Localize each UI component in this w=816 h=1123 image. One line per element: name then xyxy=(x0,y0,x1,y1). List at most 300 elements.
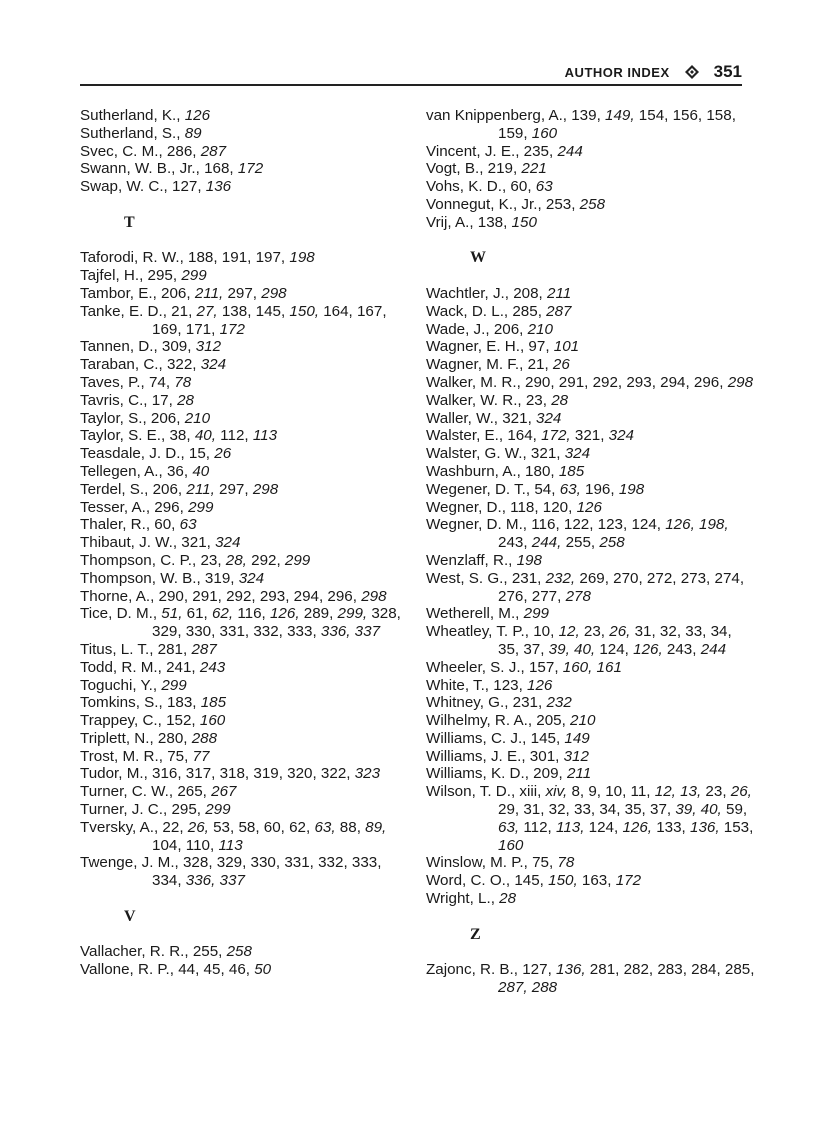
page-ref: 328, 329, 330, 331, 332, 333, 334, xyxy=(152,854,382,890)
index-entry xyxy=(80,125,410,143)
index-entry xyxy=(80,410,410,428)
page-ref: 183, xyxy=(166,694,201,712)
page-ref: 127, xyxy=(522,961,557,979)
author-name: Thorne, A., xyxy=(80,587,159,605)
page-ref-italic: 28 xyxy=(551,391,569,409)
page-ref-italic: 298 xyxy=(361,587,387,605)
author-name: Taves, P., xyxy=(80,373,149,391)
page-ref: 301, xyxy=(529,747,564,765)
page-ref-italic: 149 xyxy=(564,729,590,747)
index-entry xyxy=(80,801,410,819)
page-ref-italic: 287 xyxy=(200,142,227,160)
author-name: Taylor, S., xyxy=(80,409,151,427)
page-ref: 116, xyxy=(233,605,270,623)
page-ref-italic: 160 xyxy=(199,712,226,730)
page-ref-italic: 160 xyxy=(531,124,558,142)
page-ref: 280, xyxy=(157,729,192,747)
page-ref: 290, 291, 292, 293, 294, 296, xyxy=(158,587,362,605)
index-entry xyxy=(426,427,756,445)
author-name: Tellegen, A., xyxy=(80,462,167,480)
author-name: Twenge, J. M., xyxy=(80,854,183,872)
page-ref: 138, xyxy=(477,213,512,231)
page-ref: 153, xyxy=(719,818,754,836)
page-ref: 231, xyxy=(511,569,546,587)
page-ref-italic: 210 xyxy=(184,409,211,427)
page-ref-italic: 211, xyxy=(186,480,215,498)
page-ref-italic: 62, xyxy=(211,605,234,623)
index-entry xyxy=(80,285,410,303)
page-ref-italic: 299 xyxy=(181,267,207,285)
page-ref: 321, xyxy=(502,409,537,427)
author-name: Vallacher, R. R., xyxy=(80,943,193,961)
index-entry xyxy=(80,374,410,392)
index-entry xyxy=(80,605,410,641)
page-ref: 123, xyxy=(493,676,528,694)
header-rule xyxy=(80,84,742,86)
author-name: Swap, W. C., xyxy=(80,178,172,196)
page-ref-italic: 113 xyxy=(252,427,278,445)
author-name: Walster, G. W., xyxy=(426,445,531,463)
page-ref: 133, xyxy=(652,818,690,836)
author-name: Washburn, A., xyxy=(426,462,526,480)
page-ref: 322, xyxy=(166,356,201,374)
index-entry xyxy=(426,872,756,890)
page-ref: 281, xyxy=(157,640,192,658)
index-entry xyxy=(426,659,756,677)
page-ref: 319, xyxy=(204,569,239,587)
page-ref: 127, xyxy=(172,178,206,196)
page-ref-italic: 26, xyxy=(187,818,209,836)
page-ref-italic: 78 xyxy=(174,373,192,391)
page-ref: 60, xyxy=(510,178,536,196)
header-title: AUTHOR INDEX xyxy=(564,64,670,80)
author-name: Vallone, R. P., xyxy=(80,961,179,979)
page-ref: 206, xyxy=(493,320,528,338)
page-ref-italic: 198 xyxy=(516,551,542,569)
author-name: Svec, C. M., xyxy=(80,142,167,160)
author-name: Sutherland, K., xyxy=(80,107,185,124)
page-ref-italic: 160, 161 xyxy=(562,658,622,676)
author-name: Taraban, C., xyxy=(80,356,167,374)
page-ref: 286, xyxy=(166,142,201,160)
page-ref-italic: 136 xyxy=(205,178,232,196)
index-entry xyxy=(80,677,410,695)
page-ref-italic: 324 xyxy=(215,534,241,552)
author-name: Turner, J. C., xyxy=(80,801,172,819)
page-ref: 321, xyxy=(530,445,565,463)
page-ref-italic: 39, 40, xyxy=(675,801,722,819)
page-ref: 116, 122, 123, 124, xyxy=(531,516,666,534)
page-ref-italic: 63, xyxy=(314,818,336,836)
page-ref: 231, xyxy=(512,694,547,712)
page-ref-italic: 232 xyxy=(546,694,572,712)
index-entry xyxy=(80,107,410,125)
page-ref: 10, xyxy=(533,623,559,641)
index-entry xyxy=(426,730,756,748)
page-ref: 31, 32, 33, 34, 35, 37, xyxy=(498,623,732,658)
page-ref: 196, xyxy=(580,480,619,498)
author-name: Walker, W. R., xyxy=(426,391,526,409)
author-name: Todd, R. M., xyxy=(80,658,167,676)
page-ref-italic: 211 xyxy=(547,284,572,302)
index-entry xyxy=(80,552,410,570)
author-name: Wilson, T. D., xyxy=(426,783,520,801)
page-ref-italic: 150, xyxy=(289,302,319,320)
index-entry xyxy=(426,303,756,321)
author-name: Waller, W., xyxy=(426,409,503,427)
author-name: Wright, L., xyxy=(426,890,500,908)
author-name: Wegner, D. M., xyxy=(426,516,532,534)
page-ref-italic: 211, xyxy=(194,284,224,302)
page-ref: 206, xyxy=(152,480,187,498)
index-entry xyxy=(426,214,756,232)
author-name: Tannen, D., xyxy=(80,338,162,356)
page-ref: 15, xyxy=(188,445,215,463)
section-letter: T xyxy=(124,213,135,231)
page-ref-italic: 288 xyxy=(191,729,218,747)
page-ref-italic: 287, 288 xyxy=(498,979,558,997)
page-ref: 206, xyxy=(150,409,185,427)
index-entry xyxy=(426,374,756,392)
index-entry xyxy=(80,143,410,161)
page-ref-italic: 150, xyxy=(548,872,578,890)
author-name: Winslow, M. P., xyxy=(426,854,533,872)
index-entry xyxy=(426,196,756,214)
page-ref-italic: 28, xyxy=(225,551,247,569)
page-ref-italic: 232, xyxy=(545,569,576,587)
author-name: Whitney, G., xyxy=(426,694,513,712)
page-ref-italic: 26, xyxy=(609,623,631,641)
index-entry xyxy=(80,356,410,374)
author-name: Tversky, A., xyxy=(80,818,163,836)
author-name: Wagner, E. H., xyxy=(426,338,529,356)
author-name: Thaler, R., xyxy=(80,516,155,534)
page-ref-italic: 324 xyxy=(536,409,562,427)
page-ref-italic: 78 xyxy=(557,854,575,872)
page-ref: 154, 156, 158, 159, xyxy=(498,107,736,142)
page-ref: 269, 270, 272, 273, 274, 276, 277, xyxy=(498,569,745,605)
page-ref: 23, xyxy=(701,783,731,801)
index-entry xyxy=(426,570,756,606)
index-entry xyxy=(426,107,756,143)
page-ref-italic: 26 xyxy=(552,356,570,374)
page-ref: 281, 282, 283, 284, 285, xyxy=(585,961,755,979)
index-entry xyxy=(80,712,410,730)
index-column-left xyxy=(80,107,410,979)
page-ref: 255, xyxy=(561,534,600,552)
page-ref-italic: 172 xyxy=(615,872,642,890)
page-ref-italic: 40, xyxy=(194,427,216,445)
author-name: Wade, J., xyxy=(426,320,494,338)
author-name: Wheatley, T. P., xyxy=(426,623,534,641)
page-ref-italic: 244 xyxy=(700,640,727,658)
page-ref: 328, 329, 330, 331, 332, 333, xyxy=(152,605,401,641)
page-ref: 164, xyxy=(507,427,542,445)
index-entry xyxy=(80,392,410,410)
page-ref-italic: 324 xyxy=(200,356,227,374)
author-name: Tavris, C., xyxy=(80,391,152,409)
author-name: White, T., xyxy=(426,676,494,694)
page-ref: 163, xyxy=(577,872,616,890)
page-ref: 88, xyxy=(335,818,366,836)
page-ref-italic: 77 xyxy=(192,747,210,765)
page-ref: 75, xyxy=(532,854,558,872)
author-name: Walster, E., xyxy=(426,427,508,445)
index-entry xyxy=(426,481,756,499)
author-name: Wheeler, S. J., xyxy=(426,658,529,676)
page-ref: 152, xyxy=(166,712,200,730)
index-entry xyxy=(80,178,410,196)
index-entry xyxy=(426,552,756,570)
page-ref: 23, xyxy=(200,551,226,569)
page-ref-italic: 172, xyxy=(541,427,571,445)
page-ref-italic: 287 xyxy=(191,640,217,658)
author-name: Toguchi, Y., xyxy=(80,676,162,694)
page-ref: 292, xyxy=(246,551,285,569)
author-name: Tanke, E. D., xyxy=(80,302,172,320)
page-ref: 295, xyxy=(147,267,182,285)
page-ref-italic: 12, 13, xyxy=(654,783,702,801)
author-name: Williams, C. J., xyxy=(426,729,531,747)
page-ref-italic: 63 xyxy=(179,516,197,534)
section-letter: Z xyxy=(470,925,481,943)
page-ref: 104, 110, xyxy=(152,836,219,854)
page-ref-italic: 160 xyxy=(498,836,524,854)
author-name: Tudor, M., xyxy=(80,765,153,783)
page-ref-italic: 278 xyxy=(565,587,591,605)
page-ref: 23, xyxy=(579,623,610,641)
page-ref: 265, xyxy=(177,783,212,801)
author-name: Swann, W. B., Jr., xyxy=(80,160,205,178)
page-ref: 53, 58, 60, 62, xyxy=(208,818,315,836)
page-ref: 145, xyxy=(514,872,549,890)
index-entry xyxy=(80,961,410,979)
page-ref: 8, 9, 10, 11, xyxy=(567,783,655,801)
author-name: Thompson, W. B., xyxy=(80,569,205,587)
page-ref: 290, 291, 292, 293, 294, 296, xyxy=(525,373,728,391)
page-ref: 297, xyxy=(214,480,253,498)
page-ref: 296, xyxy=(154,498,189,516)
author-name: Trappey, C., xyxy=(80,712,167,730)
index-entry xyxy=(426,338,756,356)
page-ref-italic: 172 xyxy=(237,160,264,178)
page-ref-italic: 63 xyxy=(535,178,553,196)
page-ref: 60, xyxy=(154,516,180,534)
author-name: Walker, M. R., xyxy=(426,373,526,391)
author-name: Taylor, S. E., xyxy=(80,427,170,445)
page-ref-italic: 39, 40, xyxy=(548,640,596,658)
page-ref-italic: xiv, xyxy=(545,783,568,801)
page-ref-italic: 101 xyxy=(553,338,580,356)
page-ref-italic: 258 xyxy=(579,195,606,213)
page-ref-italic: 336, 337 xyxy=(320,623,381,641)
page-ref: 309, xyxy=(161,338,196,356)
section-letter: V xyxy=(124,907,136,925)
index-entry xyxy=(80,160,410,178)
index-entry xyxy=(80,694,410,712)
index-entry xyxy=(426,356,756,374)
page-ref-italic: 210 xyxy=(570,712,596,730)
index-entry xyxy=(426,765,756,783)
index-entry xyxy=(80,516,410,534)
page-ref-italic: 126 xyxy=(527,676,553,694)
page-ref-italic: 126, xyxy=(633,640,663,658)
page-ref: 138, 145, xyxy=(217,302,290,320)
page-ref: 295, xyxy=(171,801,206,819)
page-ref: 297, xyxy=(223,284,262,302)
page-ref-italic: 89, xyxy=(365,818,387,836)
page-ref-italic: 267 xyxy=(211,783,237,801)
index-entry xyxy=(426,178,756,196)
index-entry xyxy=(426,392,756,410)
page-ref: 316, 317, 318, 319, 320, 322, xyxy=(152,765,355,783)
index-entry xyxy=(80,499,410,517)
page-ref: 180, xyxy=(525,462,559,480)
page-ref: 29, 31, 32, 33, 34, 35, 37, xyxy=(498,801,676,819)
page-ref-italic: 298 xyxy=(727,373,754,391)
index-entry xyxy=(426,783,756,854)
author-name: Vohs, K. D., xyxy=(426,178,511,196)
page-ref-italic: 89 xyxy=(184,124,202,142)
page-ref-italic: 63, xyxy=(498,818,520,836)
page-ref-italic: 63, xyxy=(559,480,581,498)
page-ref-italic: 299 xyxy=(205,801,231,819)
index-entry xyxy=(426,712,756,730)
index-entry xyxy=(80,249,410,267)
page-ref-italic: 298 xyxy=(261,284,287,302)
author-name: Wagner, M. F., xyxy=(426,356,528,374)
author-name: Vonnegut, K., Jr., xyxy=(426,195,546,213)
index-entry xyxy=(80,463,410,481)
page-ref: 255, xyxy=(192,943,227,961)
index-entry xyxy=(80,303,410,339)
author-name: Williams, K. D., xyxy=(426,765,534,783)
author-name: Thompson, C. P., xyxy=(80,551,201,569)
page-ref-italic: 244, xyxy=(531,534,562,552)
page-ref-italic: 126 xyxy=(576,498,602,516)
page-ref-italic: 244 xyxy=(557,142,583,160)
page-ref-italic: 126, xyxy=(622,818,652,836)
index-entry xyxy=(426,890,756,908)
page-ref: 321, xyxy=(181,534,216,552)
page-ref-italic: 299, xyxy=(337,605,368,623)
author-name: Wachtler, J., xyxy=(426,284,514,302)
author-name: Tice, D. M., xyxy=(80,605,162,623)
index-entry xyxy=(426,854,756,872)
page-ref: 124, xyxy=(595,640,634,658)
author-name: Tambor, E., xyxy=(80,284,162,302)
page-ref: 321, xyxy=(570,427,609,445)
page-ref: 61, xyxy=(182,605,212,623)
index-entry xyxy=(80,943,410,961)
page-ref: 209, xyxy=(533,765,567,783)
page-ref-italic: 287 xyxy=(546,302,572,320)
page-ref: 139, xyxy=(571,107,606,124)
author-name: Vincent, J. E., xyxy=(426,142,524,160)
page-ref-italic: 221 xyxy=(521,160,547,178)
page-ref-italic: 28 xyxy=(499,890,517,908)
author-name: Williams, J. E., xyxy=(426,747,530,765)
page-ref-italic: 136, xyxy=(690,818,720,836)
page-ref: 75, xyxy=(167,747,193,765)
page-ref: 253, xyxy=(545,195,580,213)
index-entry xyxy=(426,160,756,178)
page-ref: 168, xyxy=(204,160,238,178)
index-entry xyxy=(426,463,756,481)
index-entry xyxy=(80,748,410,766)
page-ref-italic: 185 xyxy=(558,462,585,480)
page-ref: 54, xyxy=(534,480,560,498)
page-ref-italic: 113 xyxy=(218,836,243,854)
page-ref-italic: 26, xyxy=(730,783,752,801)
page-ref: 164, 167, 169, 171, xyxy=(152,302,387,338)
page-ref-italic: 126 xyxy=(184,107,211,124)
page-ref: 206, xyxy=(161,284,195,302)
index-entry xyxy=(426,961,756,997)
page-ref: 289, xyxy=(299,605,338,623)
page-ref: 74, xyxy=(148,373,175,391)
author-name: Terdel, S., xyxy=(80,480,153,498)
index-entry xyxy=(80,427,410,445)
page-ref-italic: 324 xyxy=(564,445,591,463)
page-ref-italic: 324 xyxy=(608,427,634,445)
index-entry xyxy=(80,570,410,588)
author-name: Titus, L. T., xyxy=(80,640,158,658)
index-entry xyxy=(426,143,756,161)
page-number: 351 xyxy=(713,62,742,81)
author-name: Zajonc, R. B., xyxy=(426,961,523,979)
page-ref-italic: 126, 198, xyxy=(665,516,729,534)
index-entry xyxy=(80,854,410,890)
index-entry xyxy=(80,267,410,285)
page-ref: 285, xyxy=(512,302,547,320)
page-ref-italic: 50 xyxy=(254,961,272,979)
page-ref-italic: 211 xyxy=(566,765,592,783)
author-name: Wack, D. L., xyxy=(426,302,513,320)
index-entry xyxy=(80,783,410,801)
page-ref: 22, xyxy=(162,818,188,836)
index-entry xyxy=(426,445,756,463)
page-ref-italic: 136, xyxy=(556,961,586,979)
index-entry xyxy=(426,410,756,428)
page-ref: 145, xyxy=(530,729,565,747)
author-name: Sutherland, S., xyxy=(80,124,185,142)
page-ref-italic: 312 xyxy=(563,747,589,765)
index-entry xyxy=(80,588,410,606)
page-ref-italic: 12, xyxy=(558,623,580,641)
author-name: Taforodi, R. W., xyxy=(80,249,189,267)
author-name: Wegner, D., xyxy=(426,498,511,516)
page-ref-italic: 27, xyxy=(196,302,218,320)
author-name: Tomkins, S., xyxy=(80,694,167,712)
page-ref: 38, xyxy=(169,427,195,445)
diamond-ornament-icon xyxy=(684,64,700,80)
page-ref: 241, xyxy=(166,658,200,676)
page-ref-italic: 150 xyxy=(511,213,537,231)
page-ref: 97, xyxy=(528,338,554,356)
index-entry xyxy=(80,445,410,463)
page-ref: 208, xyxy=(513,284,547,302)
author-name: Wenzlaff, R., xyxy=(426,551,517,569)
page-ref: 235, xyxy=(523,142,558,160)
page-ref: 112, xyxy=(215,427,253,445)
page-ref-italic: 243 xyxy=(199,658,226,676)
page-ref-italic: 258 xyxy=(226,943,252,961)
author-name: West, S. G., xyxy=(426,569,512,587)
page-ref-italic: 312 xyxy=(195,338,222,356)
page-ref: 36, xyxy=(166,462,193,480)
page-ref-italic: 113, xyxy=(556,818,585,836)
